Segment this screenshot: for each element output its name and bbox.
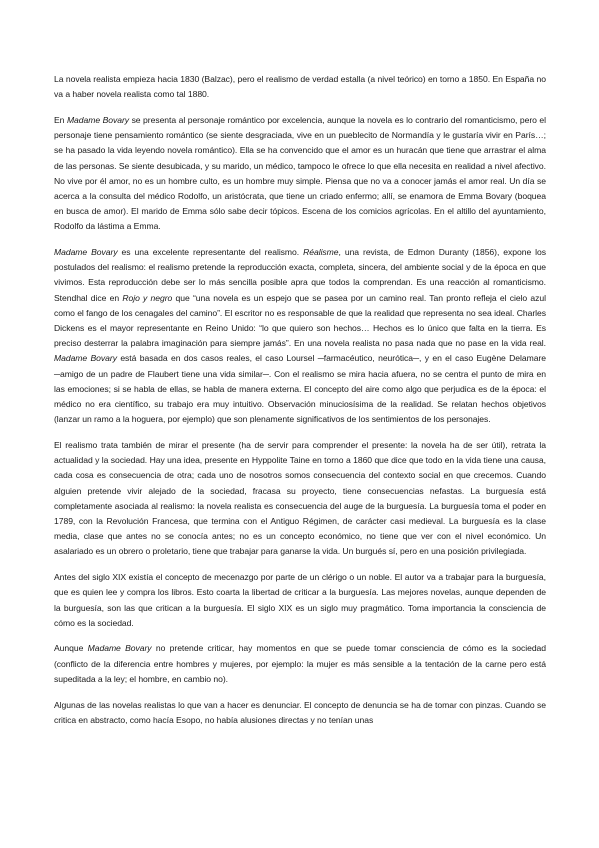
paragraph-text: Antes del siglo XIX existía el concepto de mecenazgo por parte de un clérigo o un noble. El autor va a trabajar para la burguesía, que es quien lee y compra los libros. Esto coarta la libertad de criticar a la burguesía. Las mejores novelas, aunque dependen de la burguesía, son las que critican a la burguesía. El siglo XIX es un siglo muy pragmático. Toma importancia la consciencia de cómo es la sociedad. (54, 572, 546, 628)
italic-title-text: Madame Bovary (87, 643, 152, 654)
paragraph (54, 72, 546, 102)
paragraph-text: La novela realista empieza hacia 1830 (Balzac), pero el realismo de verdad estalla (a nivel teórico) en torno a 1850. En España no va a haber novela realista como tal 1880. (54, 74, 546, 100)
paragraph (54, 698, 546, 728)
paragraph-text: está basada en dos casos reales, el caso Loursel ─farmacéutico, neurótica─, y en el caso Eugène Delamare ─amigo de un padre de Flaubert tiene una vida similar─. Con el realismo se mira hacia afuera, no se centra el punto de mira en las emociones; si se habla de ellas, se habla de manera externa. El concepto del aire como algo que perjudica es de la época: el médico no era científico, su trabajo era muy intuitivo. Observación minuciosísima de la realidad. Se relatan hechos objetivos (lanzar un ramo a la hoguera, por ejemplo) que son plenamente significativos de los sentimientos de los personajes. (54, 353, 546, 425)
paragraph-text: Aunque (54, 643, 88, 654)
paragraph-text: que “una novela es un espejo que se pasea por un camino real. Tan pronto refleja el cielo azul como el fango de los cenagales del camino”. El escritor no es responsable de que la realidad que representa no sea ideal. Charles Dickens es el mayor representante en Reino Unido: “lo que quiero son hechos… Hechos es lo único que falta en la tierra. Es preciso desterrar la palabra imaginación para siempre jamás”. En una novela realista no pasa nada que no pase en la vida real. (54, 292, 546, 349)
italic-title-text: Madame Bovary (54, 353, 117, 364)
paragraph (54, 570, 546, 631)
paragraph (54, 438, 546, 560)
paragraph-text: se presenta al personaje romántico por excelencia, aunque la novela es lo contrario del romanticismo, pero el personaje tiene pensamiento romántico (se siente desgraciada, vive en un pueblecito de Normandía y le gustaría vivir en París…; se ha pasado la vida leyendo novela romántico). Ella se ha convencido que el amor es un huracán que tiene que arrastrar el alma de las personas. Se siente desubicada, y su marido, un médico, tampoco le ofrece lo que ella necesita en realidad a nivel afectivo. No vive por él amor, no es un hombre culto, es un hombre muy simple. Piensa que no va a conocer jamás el amor real. Un día se acerca a la consulta del médico Rodolfo, un aristócrata, que tiene un criado enfermo; allí, se enamora de Emma Bovary (boquea en busca de amor). El marido de Emma sólo sabe decir tópicos. Escena de los comicios agrícolas. En el altillo del ayuntamiento, Rodolfo da lástima a Emma. (54, 114, 547, 232)
italic-title-text: Rojo y negro (122, 292, 173, 303)
italic-title-text: Madame Bovary (66, 114, 130, 125)
italic-title-text: Réalisme (303, 247, 339, 258)
paragraph-text: no pretende criticar, hay momentos en que se puede tomar consciencia de cómo es la sociedad (conflicto de la diferencia entre hombres y mujeres, por ejemplo: la mujer es más sensible a la tentación de la carne pero está supeditada a la ley; el hombre, en cambio no). (54, 643, 547, 684)
paragraph-text: En (54, 114, 67, 125)
italic-title-text: Madame Bovary (54, 247, 118, 258)
paragraph-text: , una revista, de Edmon Duranty (1856), expone los postulados del realismo: el realismo pretende la reproducción exacta, completa, sincera, del ambiente social y de la época en que vivimos. Esta reproducción debe ser lo más sencilla posible apra que todos la comprendan. Es una reacción al romanticismo. Stendhal dice en (54, 247, 547, 303)
paragraph-text: El realismo trata también de mirar el presente (ha de servir para comprender el presente: la novela ha de ser útil), retrata la actualidad y la sociedad. Hay una idea, presente en Hyppolite Taine en torno a 1860 que dice que todo en la vida tiene una causa, cada cosa es consecuencia de otra; cada uno de nosotros somos consecuencia del contexto social en que crecemos. Cuando alguien pretende vivir alejado de la sociedad, fracasa su proyecto, tiene consecuencias nefastas. La burguesía está completamente asociada al realismo: la novela realista es consecuencia del auge de la burguesía. La burguesía toma el poder en 1789, con la Revolución Francesa, que termina con el Antiguo Régimen, de carácter casi medieval. La burguesía es la clase media, clase que antes no se conocía antes; no es un concepto económico, no tiene que ver con el nivel económico. Un asalariado es un obrero o proletario, tiene que trabajar para ganarse la vida. Un burgués sí, pero en una posición privilegiada. (54, 439, 546, 557)
paragraph (54, 113, 546, 235)
document-page (54, 72, 546, 738)
paragraph-text: es una excelente representante del realismo. (117, 247, 304, 258)
paragraph-text: Algunas de las novelas realistas lo que van a hacer es denunciar. El concepto de denuncia se ha de tomar con pinzas. Cuando se critica en abstracto, como hacía Esopo, no había alusiones directas y no tenían unas (54, 699, 546, 725)
paragraph (54, 245, 546, 427)
paragraph (54, 641, 546, 687)
